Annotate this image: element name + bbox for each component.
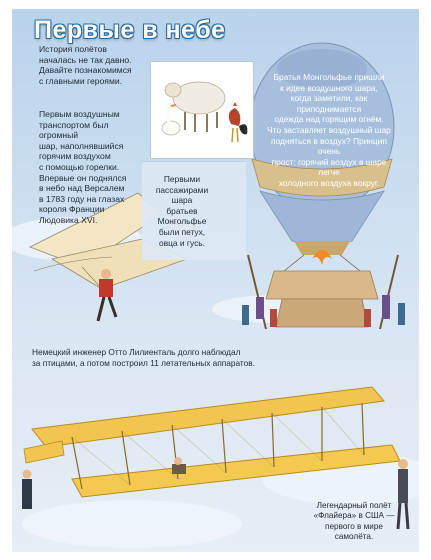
animals-illustration-box — [150, 61, 254, 159]
intro-text — [39, 44, 159, 86]
lilienthal-caption — [32, 347, 272, 368]
text-line: Первым воздушным — [39, 109, 120, 119]
text-line: за птицами, а потом построил 11 летательных аппаратов. — [32, 357, 255, 368]
text-line: с помощью горелки. — [39, 161, 120, 172]
flyer-caption — [306, 501, 402, 543]
text-line: транспортом был огромный — [39, 119, 109, 141]
text-line: Впервые он поднялся — [39, 172, 127, 183]
text-line: когда заметили, как приподнимается — [290, 93, 368, 114]
text-line: Первыми — [163, 174, 201, 184]
text-line: Немецкий инженер Отто Лилиенталь долго наблюдал — [32, 347, 241, 357]
text-line: шар, наполнявшийся — [39, 140, 124, 151]
balloon-caption — [267, 72, 391, 189]
text-line: первого в мире самолёта. — [325, 521, 383, 542]
text-line: в 1783 году на глазах — [39, 193, 125, 204]
animals-caption — [146, 174, 218, 248]
text-line: пассажирами шара — [155, 184, 209, 206]
text-line: короля Франции Людовика XVI. — [39, 204, 105, 225]
text-line: прост: горячий воздух в шаре легче — [271, 156, 387, 178]
text-line: одежда над горящим огнём. — [274, 114, 384, 125]
text-line: были петух, — [158, 226, 206, 237]
text-line: подняться в воздух? Принцип очень — [271, 135, 387, 157]
sheep-rooster-goose-illustration — [151, 62, 253, 158]
text-line: братьев Монгольфье — [157, 205, 207, 227]
text-line: овца и гусь. — [159, 237, 205, 248]
text-line: началась не так давно. — [39, 54, 132, 65]
text-line: горячим воздухом — [39, 151, 111, 162]
text-line: Что заставляет воздушный шар — [267, 124, 391, 135]
first-air-transport-text — [39, 109, 139, 226]
text-line: Давайте познакомимся — [39, 65, 132, 76]
text-line: к идее воздушного шара, — [280, 82, 378, 93]
text-line: Братья Монгольфье пришли — [273, 72, 385, 82]
text-line: Легендарный полёт — [316, 501, 392, 510]
text-line: История полётов — [39, 44, 107, 54]
text-line: «Флайера» в США — — [313, 511, 395, 521]
page-title: Первые в небе — [34, 16, 226, 44]
text-line: в небо над Версалем — [39, 183, 125, 194]
text-line: с главными героями. — [39, 75, 123, 86]
text-line: холодного воздуха вокруг. — [278, 177, 380, 188]
book-page — [12, 9, 419, 552]
